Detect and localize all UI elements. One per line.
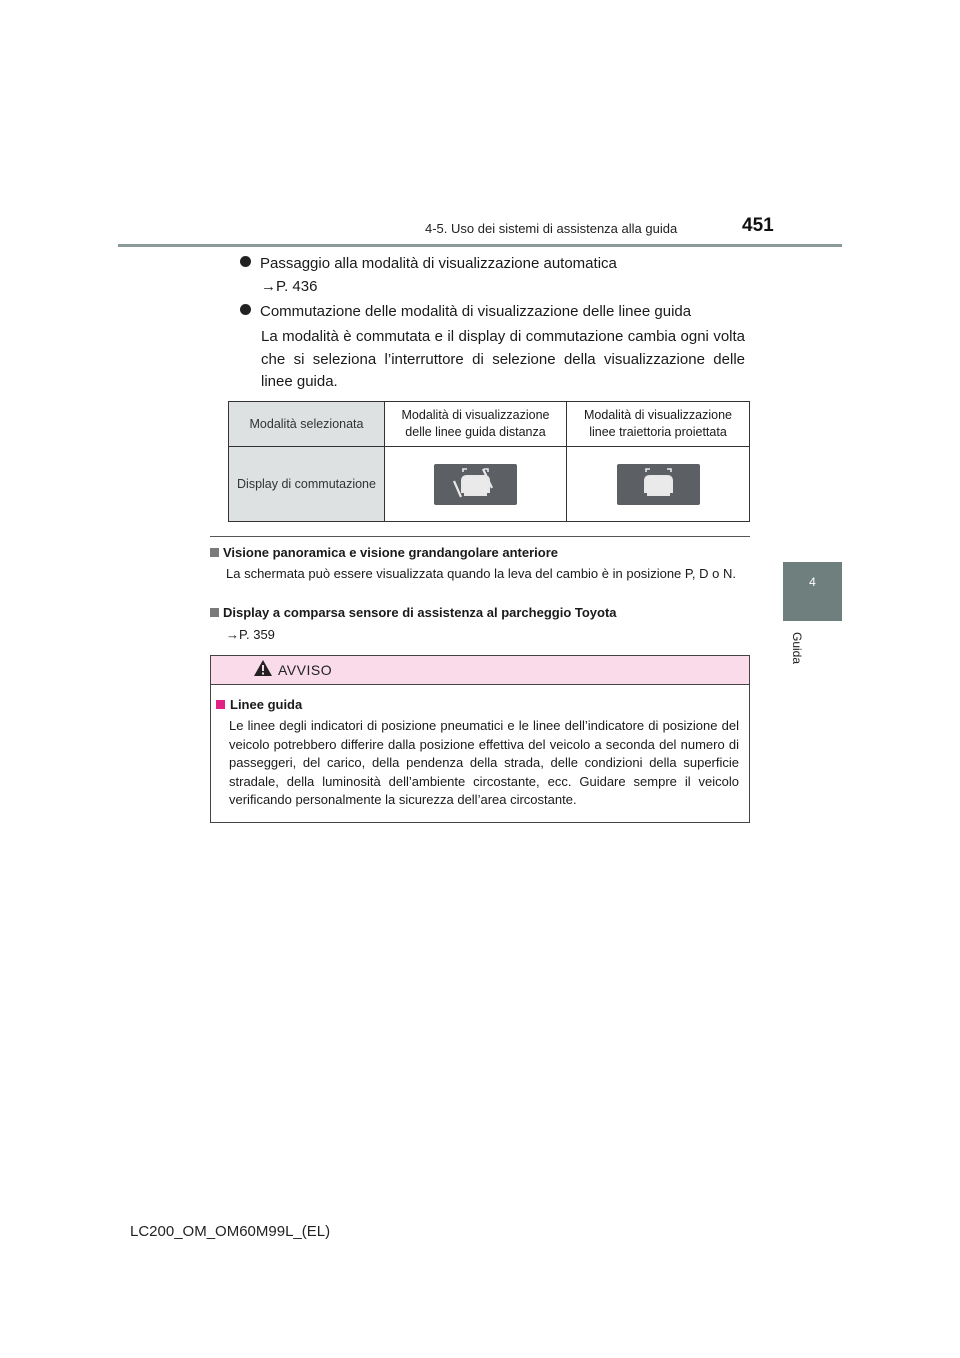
chapter-tab-label: Guida: [790, 632, 804, 665]
page-number: 451: [742, 215, 774, 236]
note-body: La schermata può essere visualizzata quando la leva del cambio è in posizione P, D o N.: [226, 566, 736, 581]
warning-triangle-icon: [253, 659, 273, 682]
table-header-cell: Modalità di visualizzazione delle linee guida distanza: [385, 402, 567, 447]
warning-body: Le linee degli indicatori di posizione pneumatici e le linee dell’indicatore di posizione del veicolo potrebbero differire dalla posizione effettiva del veicolo a seconda del numero di passeggeri, del carico, della pendenza della strada, delle condizioni della superficie stradale, della luminosità dell’ambiente circostante, ecc. Guidare sempre il veicolo verificando personalmente la sicurezza dell’area circostante.: [229, 718, 739, 808]
bullet-title: Passaggio alla modalità di visualizzazione automatica: [260, 255, 617, 272]
note-heading: [210, 545, 558, 560]
page-reference: →P. 359: [226, 627, 275, 642]
bullet-paragraph: La modalità è commutata e il display di commutazione cambia ogni volta che si seleziona l’interruttore di selezione della visualizzazione delle linee guida.: [261, 328, 745, 391]
bullet-title: Commutazione delle modalità di visualizzazione delle linee guida: [260, 303, 692, 320]
table-row-label: Display di commutazione: [229, 447, 385, 522]
page-reference: →P. 436: [261, 278, 318, 295]
running-header: 4-5. Uso dei sistemi di assistenza alla guida: [425, 221, 678, 236]
document-code: LC200_OM_OM60M99L_(EL): [130, 1223, 331, 1240]
bullet-item: [240, 253, 617, 275]
projected-course-display-icon: [617, 464, 700, 505]
warning-heading: [216, 697, 302, 712]
chapter-tab-number: 4: [809, 575, 816, 589]
table-header-cell: Modalità di visualizzazione linee traiettoria proiettata: [567, 402, 750, 447]
bullet-item: [240, 301, 691, 323]
square-bullet-icon: [210, 548, 219, 557]
square-bullet-icon: [216, 700, 225, 709]
table-cell: [567, 447, 750, 522]
mode-table: [228, 401, 750, 522]
warning-label: AVVISO: [278, 662, 333, 678]
chapter-tab: [783, 562, 842, 621]
bullet-dot-icon: [240, 304, 251, 315]
note-heading: [210, 605, 617, 620]
warning-title-text: Linee guida: [230, 697, 303, 712]
bullet-dot-icon: [240, 256, 251, 267]
table-cell: [385, 447, 567, 522]
table-header-cell: Modalità selezionata: [229, 402, 385, 447]
note-title-text: Display a comparsa sensore di assistenza al parcheggio Toyota: [223, 605, 617, 620]
header-rule: [118, 244, 842, 247]
square-bullet-icon: [210, 608, 219, 617]
distance-guideline-display-icon: [434, 464, 517, 505]
section-divider: [210, 536, 750, 537]
note-title-text: Visione panoramica e visione grandangolare anteriore: [223, 545, 558, 560]
